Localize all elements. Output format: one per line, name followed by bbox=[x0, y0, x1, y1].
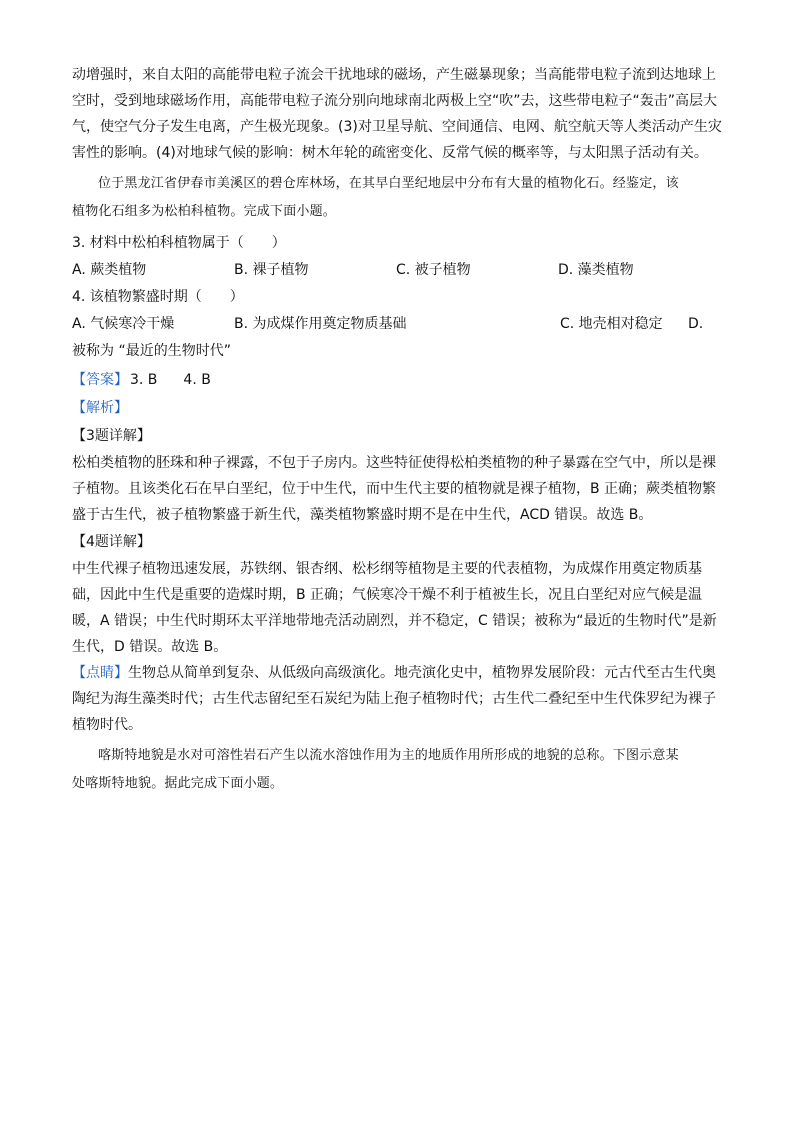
tip-text: 生物总从简单到复杂、从低级向高级演化。地壳演化史中，植物界发展阶段：元古代至古生代奥 bbox=[128, 665, 716, 681]
text-line: 暖，A 错误；中生代时期环太平洋地带地壳活动剧烈，并不稳定，C 错误；被称为“最近的生物时代”是新 bbox=[72, 613, 717, 629]
question-stem: 3. 材料中松柏科植物属于（ ） bbox=[72, 235, 286, 251]
answer-value: 4. B bbox=[183, 372, 211, 388]
material-intro bbox=[72, 170, 724, 226]
top-paragraph bbox=[72, 62, 724, 166]
answer-tag: 【答案】 bbox=[72, 372, 128, 388]
q3-detail bbox=[72, 450, 724, 528]
answer-line bbox=[72, 366, 724, 394]
option-b: B. 裸子植物 bbox=[234, 262, 309, 278]
intro-line: 植物化石组多为松柏科植物。完成下面小题。 bbox=[72, 204, 337, 219]
text-line: 中生代裸子植物迅速发展，苏铁纲、银杏纲、松杉纲等植物是主要的代表植物，为成煤作用奠定物质基 bbox=[72, 561, 702, 577]
text-line: 动增强时，来自太阳的高能带电粒子流会干扰地球的磁场，产生磁暴现象；当高能带电粒子流到达地球上 bbox=[72, 67, 716, 83]
q4-detail-tag: 【4题详解】 bbox=[72, 534, 151, 550]
intro-line: 喀斯特地貌是水对可溶性岩石产生以流水溶蚀作用为主的地质作用所形成的地貌的总称。下图示意某 bbox=[98, 748, 679, 763]
intro-line: 处喀斯特地貌。据此完成下面小题。 bbox=[72, 776, 284, 791]
question-4 bbox=[72, 284, 724, 364]
karst-intro bbox=[72, 742, 724, 798]
question-stem: 4. 该植物繁盛时期（ ） bbox=[72, 289, 244, 305]
text-line: 气，使空气分子发生电离，产生极光现象。(3)对卫星导航、空间通信、电网、航空航天等人类活动产生灾 bbox=[72, 119, 722, 135]
text-line: 生代，D 错误。故选 B。 bbox=[72, 639, 228, 655]
intro-line: 位于黑龙江省伊春市美溪区的碧仓库林场，在其早白垩纪地层中分布有大量的植物化石。经鉴定，该 bbox=[98, 176, 679, 191]
option-c: C. 被子植物 bbox=[396, 262, 471, 278]
text-line: 空时，受到地球磁场作用，高能带电粒子流分别向地球南北两极上空“吹”去，这些带电粒子“轰击”高层大 bbox=[72, 93, 718, 109]
tip-block bbox=[72, 660, 724, 738]
option-d-text: 被称为 “最近的生物时代” bbox=[72, 343, 231, 359]
text-line: 植物时代。 bbox=[72, 717, 142, 733]
document-page bbox=[72, 62, 724, 798]
text-line: 础，因此中生代是重要的造煤时期，B 正确；气候寒冷干燥不利于植被生长，况且白垩纪对应气候是温 bbox=[72, 587, 703, 603]
option-d: D. 藻类植物 bbox=[558, 262, 634, 278]
answer-value: 3. B bbox=[130, 372, 158, 388]
q3-detail-tag: 【3题详解】 bbox=[72, 428, 151, 444]
text-line: 陶纪为海生藻类时代；古生代志留纪至石炭纪为陆上孢子植物时代；古生代二叠纪至中生代侏罗纪为裸子 bbox=[72, 691, 716, 707]
option-b: B. 为成煤作用奠定物质基础 bbox=[234, 316, 407, 332]
analysis-tag: 【解析】 bbox=[72, 400, 128, 416]
text-line: 害性的影响。(4)对地球气候的影响：树木年轮的疏密变化、反常气候的概率等，与太阳黑子活动有关。 bbox=[72, 145, 708, 161]
q4-detail bbox=[72, 556, 724, 660]
text-line: 盛于古生代，被子植物繁盛于新生代，藻类植物繁盛时期不是在中生代，ACD 错误。故选 B。 bbox=[72, 507, 653, 523]
option-a: A. 蕨类植物 bbox=[72, 262, 147, 278]
option-a: A. 气候寒冷干燥 bbox=[72, 316, 175, 332]
option-c: C. 地壳相对稳定 bbox=[560, 316, 663, 332]
option-row bbox=[72, 310, 724, 338]
question-3 bbox=[72, 230, 724, 284]
text-line: 子植物。且该类化石在早白垩纪，位于中生代，而中生代主要的植物就是裸子植物，B 正确；蕨类植物繁 bbox=[72, 481, 717, 497]
option-row bbox=[72, 256, 724, 284]
text-line bbox=[72, 660, 724, 686]
text-line: 松柏类植物的胚珠和种子裸露，不包于子房内。这些特征使得松柏类植物的种子暴露在空气中，所以是裸 bbox=[72, 455, 716, 471]
option-d-label: D. bbox=[688, 316, 704, 332]
tip-tag: 【点睛】 bbox=[72, 665, 128, 681]
